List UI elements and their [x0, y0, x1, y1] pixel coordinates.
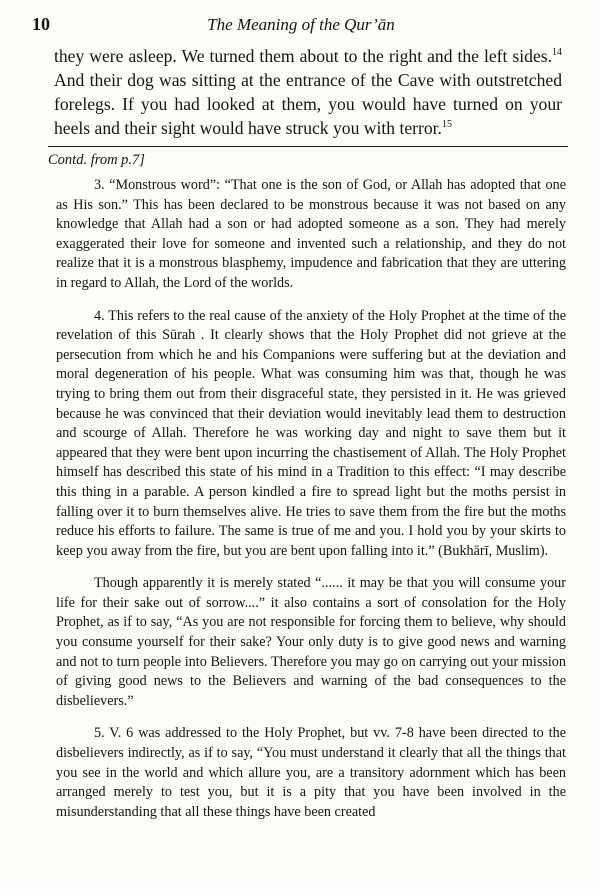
main-text-part-2: And their dog was sitting at the entrance of the Cave with outstretched forelegs. If you had looked at them, you would have turned on your heels and their sight would have struck you with terror. [54, 70, 562, 138]
running-title: The Meaning of the Qur’ān [207, 15, 395, 34]
page-header [32, 14, 570, 40]
footnote-ref-14: 14 [552, 47, 562, 59]
main-text-paragraph [54, 44, 562, 140]
note-5: 5. V. 6 was addressed to the Holy Prophet, but vv. 7-8 have been directed to the disbelievers indirectly, as if to say, “You must understand it clearly that all the things that you see in the world and which allure you, are a transitory adornment which has been arranged merely to test you, but it is a pity that you have been involved in the misunderstanding that all these things have been created [56, 725, 566, 820]
note-4: 4. This refers to the real cause of the anxiety of the Holy Prophet at the time of the revelation of this Sūrah . It clearly shows that the Holy Prophet did not grieve at the persecution from which he and his Companions were suffering but at the deviation and moral degeneration of his people. What was consuming him was that, though he was trying to bring them out from their disgraceful state, they persisted in it. He was grieved because he was convinced that their deviation would inevitably lead them to destruction and scourge of Allah. Therefore he was working day and night to save them but it appeared that they were bent upon incurring the chastisement of Allah. The Holy Prophet himself has described this state of his mind in a Tradition to this effect: “I may describe this thing in a parable. A person kindled a fire to spread light but the moths persist in falling over it to burn themselves alive. He tries to save them from the fire but the moths reduce his efforts to failure. The same is true of me and you. I hold you by your skirts to keep you away from the fire, but you are bent upon falling into it.” (Bukhārī, Muslim). [56, 307, 566, 559]
note-4-continued: Though apparently it is merely stated “...... it may be that you will consume your life for their sake out of sorrow....” it also contains a sort of consolation for the Holy Prophet, as if to say, “As you are not responsible for forcing them to believe, why should you consume yourself for their sake? Your only duty is to give good news and warning and not to turn people into Believers. Therefore you may go on carrying out your mission of giving good news to the Believers and warning of the bad consequences to the disbelievers.” [56, 575, 566, 709]
continued-label: Contd. from p.7] [48, 152, 145, 168]
note-3: 3. “Monstrous word”: “That one is the son of God, or Allah has adopted that one as His son.” This has been declared to be monstrous because it was not based on any knowledge that Allah had a son or had adopted someone as a son. They had merely exaggerated their love for someone and invented such a relationship, and they do not realize that it is a monstrous blasphemy, impudence and fabrication that they are uttering in regard to Allah, the Lord of the worlds. [56, 177, 566, 291]
notes-section [56, 176, 566, 835]
footnote-ref-15: 15 [441, 119, 452, 131]
page-number: 10 [32, 14, 50, 34]
footnote-divider [48, 146, 568, 147]
main-text-part-1: they were asleep. We turned them about to the right and the left sides. [54, 46, 552, 66]
